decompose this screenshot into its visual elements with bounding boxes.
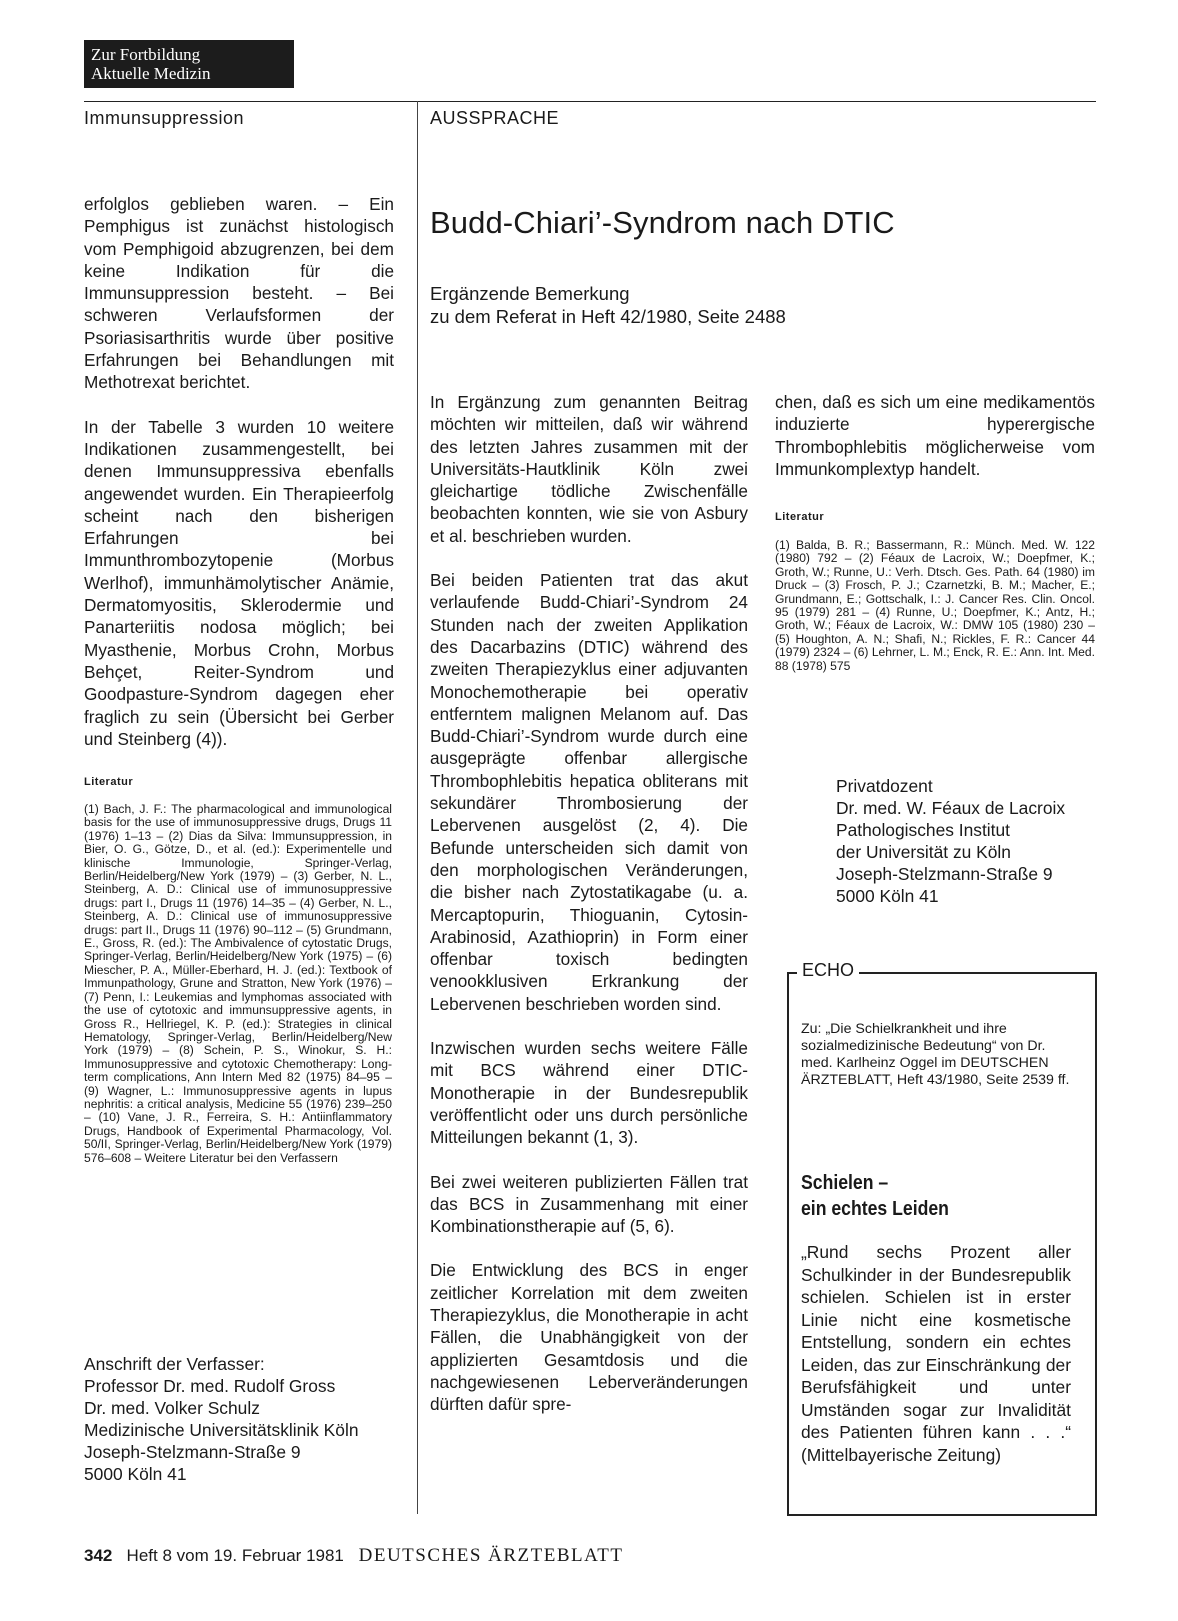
issue-info: Heft 8 vom 19. Februar 1981 [126, 1546, 344, 1565]
echo-heading [801, 1170, 949, 1222]
article-paragraph: Bei beiden Patienten trat das akut verlaufende Budd-Chiari’-Syndrom 24 Stunden nach der zweiten Applikation des Dacarbazins (DTIC) während des zweiten Therapiezyklus einer adjuvanten Monochemotherapie bei operativ entferntem malignen Melanom auf. Das Budd-Chiari’-Syndrom wurde durch eine ausgeprägte offenbar allergische Thrombophlebitis hepatica obliterans mit sekundärer Thrombosierung der Lebervenen ausgelöst (2, 4). Die Befunde unterscheiden sich damit von den morphologischen Veränderungen, die bisher nach Zytostatikagabe (u. a. Mercaptopurin, Thioguanin, Cytosin-Arabinosid, Azathioprin) in Form einer offenbar toxisch bedingten venookklusiven Erkrankung der Lebervenen beschrieben worden sind. [430, 570, 748, 1014]
article-title: Budd-Chiari’-Syndrom nach DTIC [430, 205, 895, 240]
top-rule [84, 101, 1096, 102]
address-line: Joseph-Stelzmann-Straße 9 [836, 864, 1053, 884]
section-badge [84, 40, 294, 88]
article-literatur-list: (1) Balda, B. R.; Bassermann, R.: Münch. Med. W. 122 (1980) 792 – (2) Féaux de Lacroix, W.; Doepfmer, K.; Groth, W.; Runne, U.: Verh. Dtsch. Ges. Path. 64 (1980) im Druck – (3) Frosch, P. J.; Czarnetzki, B. M.; Macher, E.; Grundmann, E.; Gottschalk, I.: J. Cancer Res. Clin. Oncol. 95 (1979) 281 – (4) Runne, U.; Doepfmer, K.; Antz, H.; Groth, W.; Féaux de Lacroix, W.: DMW 105 (1980) 230 – (5) Houghton, A. N.; Shafi, N.; Rickles, F. R.: Cancer 44 (1979) 2324 – (6) Lehrner, L. M.; Enck, R. E.: Ann. Int. Med. 88 (1978) 575 [775, 538, 1095, 673]
address-line: der Universität zu Köln [836, 842, 1011, 862]
address-line: 5000 Köln 41 [836, 886, 939, 906]
badge-line-2: Aktuelle Medizin [91, 64, 211, 83]
left-literatur-heading: Literatur [84, 776, 134, 788]
echo-heading-line-1: Schielen – [801, 1171, 889, 1194]
subtitle-line-2: zu dem Referat in Heft 42/1980, Seite 2488 [430, 306, 786, 327]
address-line: Joseph-Stelzmann-Straße 9 [84, 1442, 301, 1462]
page-number: 342 [84, 1546, 113, 1565]
left-address-block [84, 1353, 359, 1485]
article-literatur-heading: Literatur [775, 511, 825, 523]
address-line: 5000 Köln 41 [84, 1464, 187, 1484]
left-section-heading: Immunsuppression [84, 108, 245, 128]
left-literatur-list: (1) Bach, J. F.: The pharmacological and immunological basis for the use of immunosuppressive drugs, Drugs 11 (1976) 1–13 – (2) Dias da Silva: Immunsuppression, in Bier, O. G., Götze, D., et al. (ed.): Experimentelle und klinische Immunologie, Springer-Verlag, Berlin/Heidelberg/New York (1979) – (3) Gerber, N. L., Steinberg, A. D.: Clinical use of immunosuppressive drugs: part I., Drugs 11 (1976) 14–35 – (4) Gerber, N. L., Steinberg, A. D.: Clinical use of immunosuppressive drugs: part II., Drugs 11 (1976) 90–112 – (5) Grundmann, E., Gross, R. (ed.): The Ambivalence of cytostatic Drugs, Springer-Verlag, Berlin/Heidelberg/New York (1975) – (6) Miescher, P. A., Müller-Eberhard, H. J. (ed.): Textbook of Immunpathology, Grune and Stratton, New York (1976) – (7) Penn, I.: Leukemias and lymphomas associated with the use of cytotoxic and immunsuppressive agents, in Gross R., Hellriegel, K. P. (ed.): Strategies in clinical Hematology, Springer-Verlag, Berlin/Heidelberg/New York (1979) – (8) Schein, P. S., Winokur, S. H.: Immunosuppressive and cytotoxic Chemotherapy: Long-term complications, Ann Intern Med 82 (1975) 84–95 – (9) Wagner, L.: Immunosuppressive agents in lupus nephritis: a critical analysis, Medicine 55 (1976) 239–250 – (10) Vane, J. R., Ferreira, S. H.: Antiinflammatory Drugs, Handbook of Experimental Pharmacology, Vol. 50/II, Springer-Verlag, Berlin/Heidelberg/New York (1979) 576–608 – Weitere Literatur bei den Verfassern [84, 802, 392, 1165]
address-line: Dr. med. Volker Schulz [84, 1398, 260, 1418]
article-paragraph: Bei zwei weiteren publizierten Fällen trat das BCS in Zusammenhang mit einer Kombinationstherapie auf (5, 6). [430, 1171, 748, 1237]
echo-intro: Zu: „Die Schielkrankheit und ihre sozialmedizinische Bedeutung“ von Dr. med. Karlheinz Oggel im DEUTSCHEN ÄRZTEBLATT, Heft 43/1980, Seite 2539 ff. [801, 1021, 1070, 1088]
article-subtitle [430, 282, 786, 328]
address-line: Medizinische Universitätsklinik Köln [84, 1420, 359, 1440]
article-paragraph: Die Entwicklung des BCS in enger zeitlicher Korrelation mit dem zweiten Therapiezyklus, die Monotherapie in acht Fällen, die Unabhängigkeit von der applizierten Gesamtdosis und die nachgewiesenen Leberveränderungen dürften dafür spre- [430, 1260, 748, 1415]
left-paragraph-2: In der Tabelle 3 wurden 10 weitere Indikationen zusammengestellt, bei denen Immunsuppressiva ebenfalls angewendet wurden. Ein Therapieerfolg scheint nach den bisherigen Erfahrungen bei Immunthrombozytopenie (Morbus Werlhof), immunhämolytischer Anämie, Dermatomyositis, Sklerodermie und Panarteriitis nodosa möglich; bei Myasthenie, Morbus Crohn, Morbus Behçet, Reiter-Syndrom und Goodpasture-Syndrom dagegen eher fraglich zu sein (Übersicht bei Gerber und Steinberg (4)). [84, 416, 394, 749]
article-column-a [430, 391, 748, 1437]
right-section-heading: AUSSPRACHE [430, 108, 560, 128]
left-column-text [84, 193, 394, 772]
article-paragraph: In Ergänzung zum genannten Beitrag möchten wir mitteilen, daß wir während des letzten Jahres zusammen mit der Universitäts-Hautklinik Köln zwei gleichartige tödliche Zwischenfälle beobachten konnten, wie sie von Asbury et al. beschrieben wurden. [430, 392, 748, 546]
article-column-b [775, 391, 1095, 502]
echo-label: ECHO [797, 960, 859, 981]
subtitle-line-1: Ergänzende Bemerkung [430, 283, 630, 304]
column-divider [417, 101, 418, 1514]
article-paragraph: Inzwischen wurden sechs weitere Fälle mit BCS während einer DTIC-Monotherapie in der Bundesrepublik veröffentlicht oder uns durch persönliche Mitteilungen bekannt (1, 3). [430, 1038, 748, 1148]
left-paragraph-1: erfolglos geblieben waren. – Ein Pemphigus ist zunächst histologisch vom Pemphigoid abzugrenzen, bei dem keine Indikation für die Immunsuppression besteht. – Bei schweren Verlaufsformen der Psoriasisarthritis wurde über positive Erfahrungen bei Behandlungen mit Methotrexat berichtet. [84, 194, 394, 393]
address-line: Anschrift der Verfasser: [84, 1354, 265, 1374]
article-address-block [836, 775, 1065, 907]
journal-name: DEUTSCHES ÄRZTEBLATT [358, 1545, 624, 1566]
page-footer [84, 1545, 623, 1567]
address-line: Dr. med. W. Féaux de Lacroix [836, 798, 1066, 818]
address-line: Pathologisches Institut [836, 820, 1011, 840]
echo-heading-line-2: ein echtes Leiden [801, 1197, 949, 1220]
address-line: Professor Dr. med. Rudolf Gross [84, 1376, 336, 1396]
echo-quote: „Rund sechs Prozent aller Schulkinder in der Bundesrepublik schielen. Schielen ist in erster Linie nicht eine kosmetische Entstellung, sondern ein echtes Leiden, das zur Einschränkung der Berufsfähigkeit und unter Umständen sogar zur Invalidität des Patienten führen kann . . .“ (Mittelbayerische Zeitung) [801, 1242, 1071, 1465]
badge-line-1: Zur Fortbildung [91, 45, 201, 64]
article-paragraph: chen, daß es sich um eine medikamentös induzierte hyperergische Thrombophlebitis möglicherweise vom Immunkomplextyp handelt. [775, 392, 1095, 479]
address-line: Privatdozent [836, 776, 933, 796]
